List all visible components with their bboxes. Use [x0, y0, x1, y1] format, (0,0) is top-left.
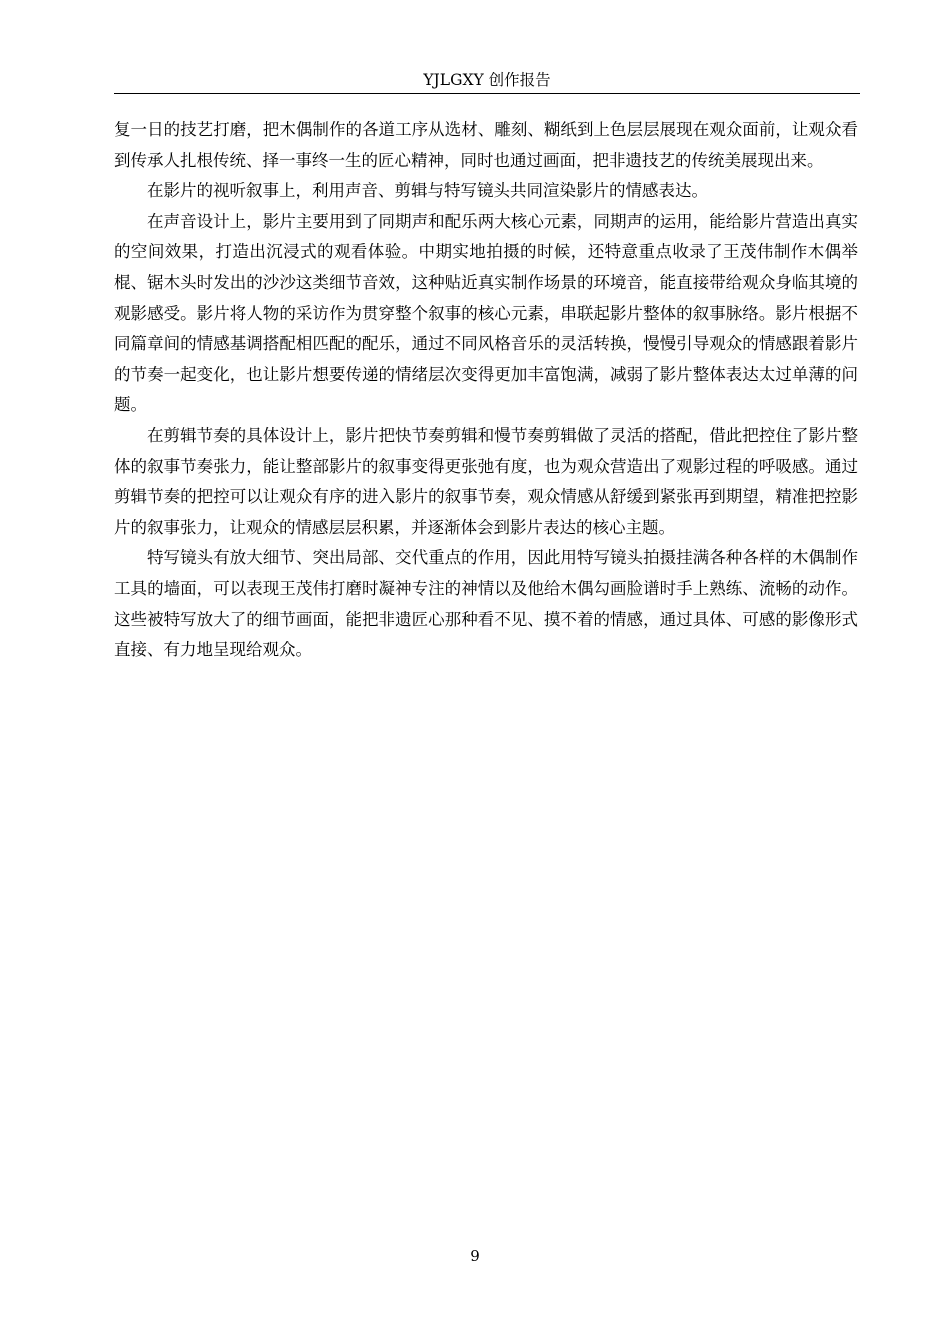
paragraph-close-up-shots: 特写镜头有放大细节、突出局部、交代重点的作用，因此用特写镜头拍摄挂满各种各样的木偶制作工具的墙面，可以表现王茂伟打磨时凝神专注的神情以及他给木偶勾画脸谱时手上熟练、流畅的动作。这些被特写放大了的细节画面，能把非遗匠心那种看不见、摸不着的情感，通过具体、可感的影像形式直接、有力地呈现给观众。 — [114, 548, 858, 660]
page-number: 9 — [470, 1247, 480, 1265]
header-title: YJLGXY 创作报告 — [423, 71, 551, 89]
page-header — [114, 67, 860, 94]
paragraph-audiovisual-intro: 在影片的视听叙事上，利用声音、剪辑与特写镜头共同渲染影片的情感表达。 — [147, 181, 708, 201]
report-body — [114, 115, 858, 666]
paragraph-sound-design: 在声音设计上，影片主要用到了同期声和配乐两大核心元素，同期声的运用，能给影片营造出真实的空间效果，打造出沉浸式的观看体验。中期实地拍摄的时候，还特意重点收录了王茂伟制作木偶举棍、锯木头时发出的沙沙这类细节音效，这种贴近真实制作场景的环境音，能直接带给观众身临其境的观影感受。影片将人物的采访作为贯穿整个叙事的核心元素，串联起影片整体的叙事脉络。影片根据不同篇章间的情感基调搭配相匹配的配乐，通过不同风格音乐的灵活转换，慢慢引导观众的情感跟着影片的节奏一起变化，也让影片想要传递的情绪层次变得更加丰富饱满，减弱了影片整体表达太过单薄的问题。 — [114, 211, 858, 415]
paragraph-editing-rhythm: 在剪辑节奏的具体设计上，影片把快节奏剪辑和慢节奏剪辑做了灵活的搭配，借此把控住了影片整体的叙事节奏张力，能让整部影片的叙事变得更张弛有度，也为观众营造出了观影过程的呼吸感。通过剪辑节奏的把控可以让观众有序的进入影片的叙事节奏，观众情感从舒缓到紧张再到期望，精准把控影片的叙事张力，让观众的情感层层积累，并逐渐体会到影片表达的核心主题。 — [114, 425, 858, 537]
paragraph-continuation: 复一日的技艺打磨，把木偶制作的各道工序从选材、雕刻、糊纸到上色层层展现在观众面前，让观众看到传承人扎根传统、择一事终一生的匠心精神，同时也通过画面，把非遗技艺的传统美展现出来。 — [114, 120, 858, 170]
